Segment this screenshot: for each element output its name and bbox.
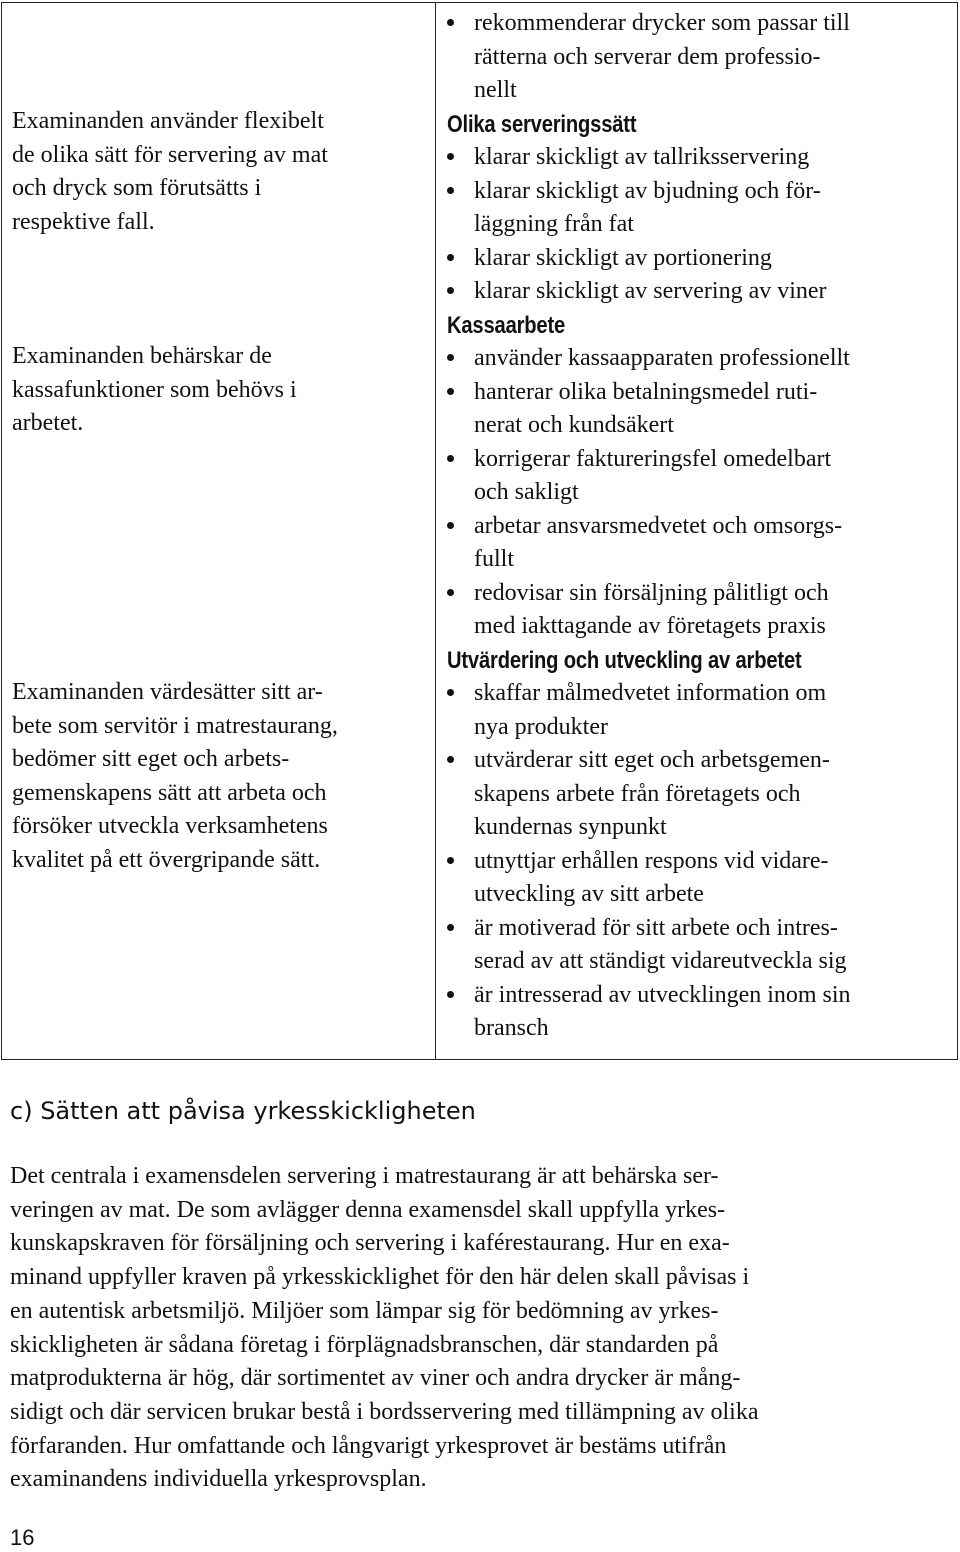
list-item: utnyttjar erhållen respons vid vidare- [447, 845, 957, 879]
list-item-continuation: med iakttagande av företagets praxis [474, 613, 826, 639]
list-item: använder kassaapparaten professionellt [447, 342, 957, 376]
section-heading: Olika serveringssätt [447, 110, 637, 138]
page-number: 16 [10, 1525, 35, 1550]
paragraph-line: matprodukterna är hög, där sortimentet av viner och andra drycker är mång- [10, 1365, 741, 1392]
bullet-icon [447, 689, 454, 696]
list-item: korrigerar faktureringsfel omedelbart [447, 443, 957, 477]
list-item-continuation: utveckling av sitt arbete [474, 881, 704, 907]
paragraph-line: veringen av mat. De som avlägger denna examensdel skall uppfylla yrkes- [10, 1196, 726, 1223]
list-item-continuation: kundernas synpunkt [474, 814, 667, 840]
left-line: Examinanden behärskar de [12, 343, 272, 369]
bullet-icon [447, 19, 454, 26]
criteria-table [1, 2, 958, 1060]
bullet-icon [447, 857, 454, 864]
left-line: bedömer sitt eget och arbets- [12, 746, 290, 772]
left-line: bete som servitör i matrestaurang, [12, 712, 338, 739]
right-column [447, 7, 957, 1046]
bullet-icon [447, 153, 454, 160]
paragraph-line: examinandens individuella yrkesprovsplan. [10, 1466, 427, 1493]
list-item: klarar skickligt av tallriksservering [447, 141, 957, 175]
list-item: utvärderar sitt eget och arbetsgemen- [447, 744, 957, 778]
left-line: gemenskapens sätt att arbeta och [12, 779, 327, 806]
paragraph-line: kunskapskraven för försäljning och servering i kaférestaurang. Hur en exa- [10, 1230, 730, 1257]
section-heading: Kassaarbete [447, 311, 566, 339]
left-line: arbetet. [12, 410, 84, 436]
left-line: Examinanden använder flexibelt [12, 108, 324, 134]
bullet-icon [447, 354, 454, 361]
list-item-continuation: nerat och kundsäkert [474, 412, 674, 438]
paragraph-line: minand uppfyller kraven på yrkesskicklighet för den här delen skall påvisas i [10, 1264, 750, 1291]
left-line: kassafunktioner som behövs i [12, 376, 297, 403]
list-item: arbetar ansvarsmedvetet och omsorgs- [447, 510, 957, 544]
list-item-continuation: bransch [474, 1015, 549, 1041]
list-item-continuation: fullt [474, 546, 514, 572]
list-item-continuation: serad av att ständigt vidareutveckla sig [474, 948, 847, 974]
left-criterion-serving [12, 105, 422, 239]
bullet-icon [447, 254, 454, 261]
paragraph-line: Det centrala i examensdelen servering i matrestaurang är att behärska ser- [10, 1163, 719, 1189]
list-item-continuation: rätterna och serverar dem professio- [474, 43, 821, 70]
left-line: försöker utveckla verksamhetens [12, 813, 328, 839]
list-item: klarar skickligt av portionering [447, 242, 957, 276]
left-line: respektive fall. [12, 208, 155, 235]
paragraph-line: en autentisk arbetsmiljö. Miljöer som lämpar sig för bedömning av yrkes- [10, 1297, 719, 1324]
list-item-continuation: skapens arbete från företagets och [474, 780, 801, 807]
bullet-icon [447, 455, 454, 462]
left-criterion-cashier [12, 340, 422, 441]
bullet-icon [447, 522, 454, 529]
list-item-continuation: nya produkter [474, 713, 608, 740]
list-item: rekommenderar drycker som passar till [447, 7, 957, 41]
section-heading: Utvärdering och utveckling av arbetet [447, 646, 802, 674]
column-divider [435, 3, 436, 1059]
left-line: och dryck som förutsätts i [12, 175, 262, 201]
list-item-continuation: och sakligt [474, 479, 579, 505]
section-c-paragraph [10, 1160, 955, 1497]
left-line: Examinanden värdesätter sitt ar- [12, 679, 323, 705]
bullet-icon [447, 287, 454, 294]
list-item: är motiverad för sitt arbete och intres- [447, 912, 957, 946]
list-item: hanterar olika betalningsmedel ruti- [447, 376, 957, 410]
list-item: skaffar målmedvetet information om [447, 677, 957, 711]
list-item-continuation: läggning från fat [474, 211, 634, 237]
paragraph-line: sidigt och där servicen brukar bestå i bordsservering med tillämpning av olika [10, 1398, 759, 1425]
paragraph-line: förfaranden. Hur omfattande och långvarigt yrkesprovet är bestäms utifrån [10, 1432, 727, 1459]
section-c-heading: c) Sätten att påvisa yrkesskickligheten [10, 1097, 476, 1125]
left-criterion-evaluation [12, 676, 422, 877]
list-item: är intresserad av utvecklingen inom sin [447, 979, 957, 1013]
bullet-icon [447, 187, 454, 194]
paragraph-line: skickligheten är sådana företag i förplägnadsbranschen, där standarden på [10, 1331, 719, 1358]
list-item: klarar skickligt av servering av viner [447, 275, 957, 309]
bullet-icon [447, 991, 454, 998]
left-line: de olika sätt för servering av mat [12, 141, 328, 168]
bullet-icon [447, 924, 454, 931]
bullet-icon [447, 589, 454, 596]
list-item-continuation: nellt [474, 77, 517, 103]
bullet-icon [447, 756, 454, 763]
left-line: kvalitet på ett övergripande sätt. [12, 846, 321, 873]
list-item: redovisar sin försäljning pålitligt och [447, 577, 957, 611]
list-item: klarar skickligt av bjudning och för- [447, 175, 957, 209]
bullet-icon [447, 388, 454, 395]
